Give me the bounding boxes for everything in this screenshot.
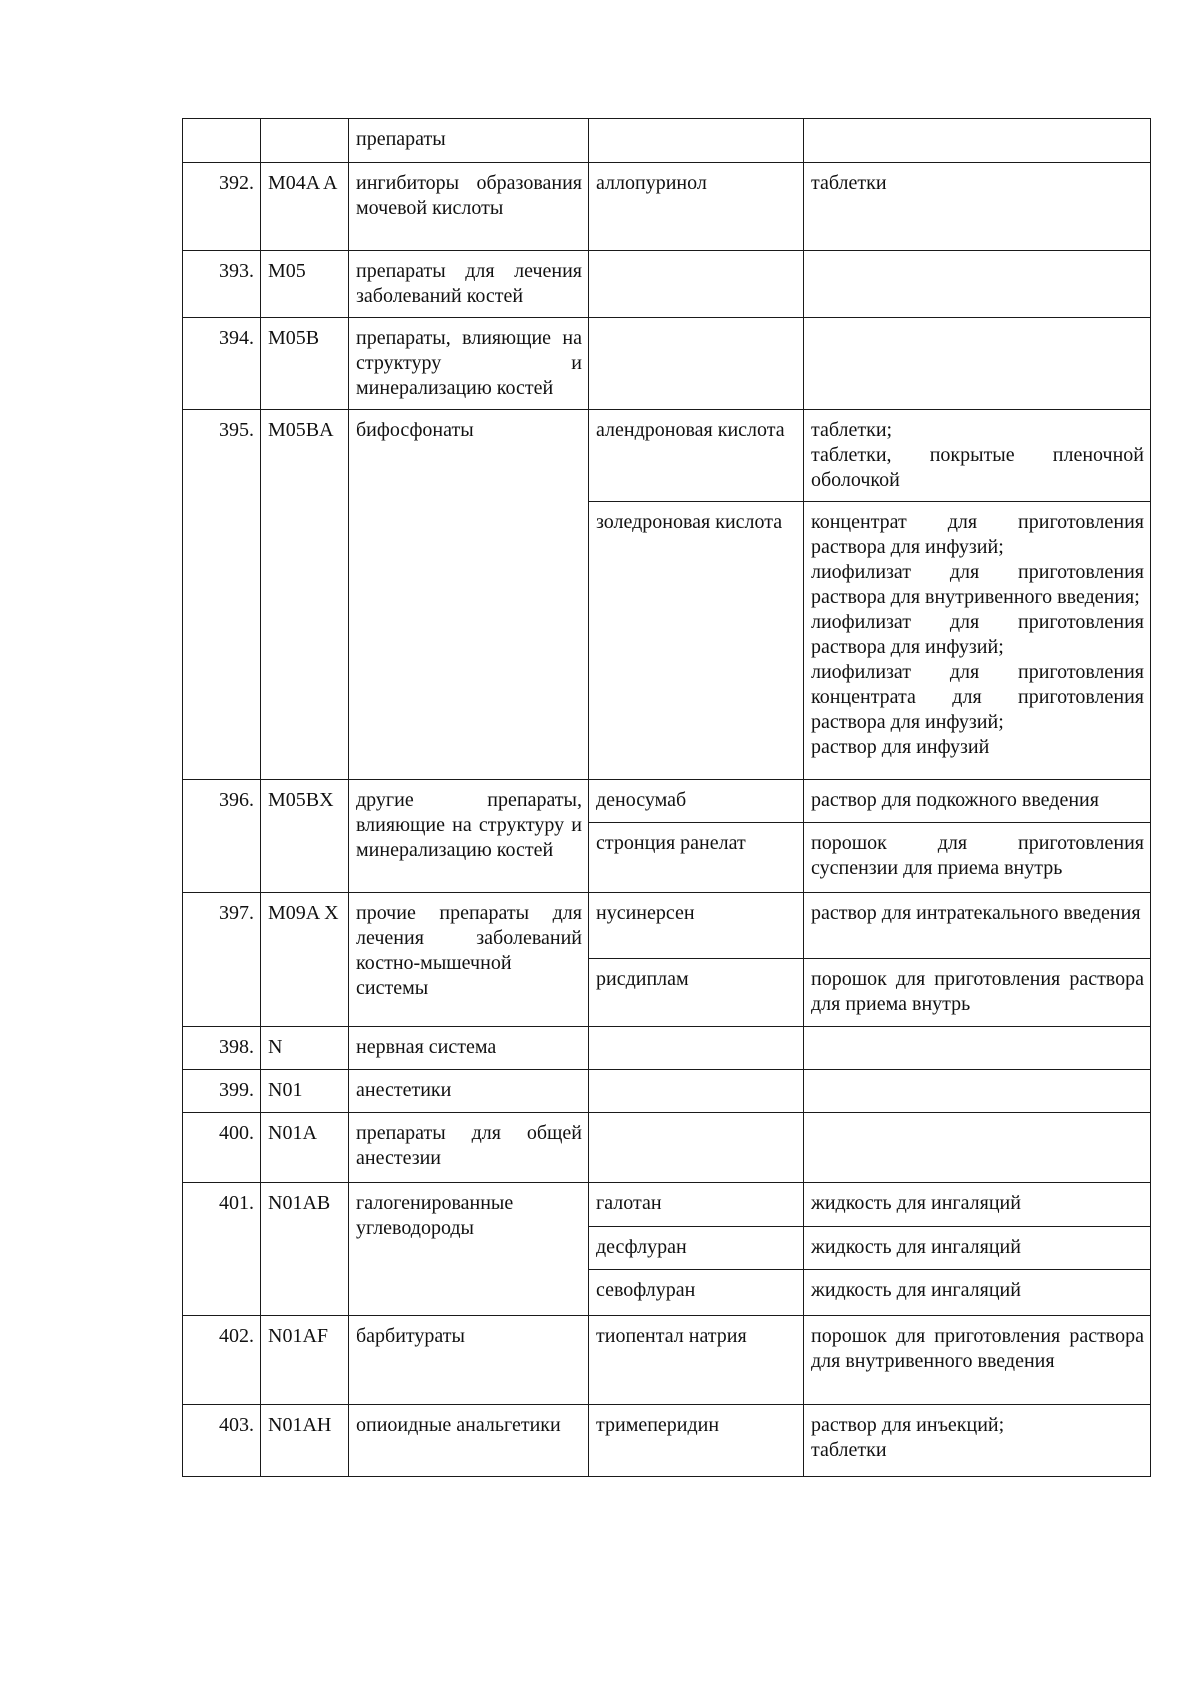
- atc-code-cell: N01A: [261, 1113, 349, 1183]
- drug-name-cell: севофлуран: [589, 1270, 804, 1316]
- atc-code-cell: N01AH: [261, 1405, 349, 1477]
- dosage-form-line: порошок для приготовления раствора для внутривенного введения: [811, 1325, 1144, 1372]
- table-row: [183, 1183, 1151, 1227]
- table-row: [183, 1070, 1151, 1113]
- dosage-form-line: концентрат для приготовления раствора для инфузий;: [811, 511, 1144, 558]
- row-number-cell: 392.: [183, 163, 261, 251]
- dosage-form-cell: [804, 1316, 1151, 1405]
- dosage-form-line: порошок для приготовления суспензии для приема внутрь: [811, 832, 1144, 879]
- table-row: [183, 410, 1151, 502]
- drug-name-cell: [589, 1027, 804, 1070]
- drug-name-cell: стронция ранелат: [589, 823, 804, 893]
- atc-group-name-cell: барбитураты: [349, 1316, 589, 1405]
- table-row: [183, 119, 1151, 163]
- row-number-cell: 402.: [183, 1316, 261, 1405]
- drug-name-cell: [589, 318, 804, 410]
- dosage-form-cell: [804, 318, 1151, 410]
- row-number-cell: 400.: [183, 1113, 261, 1183]
- table-row: [183, 780, 1151, 823]
- drug-name-cell: нусинерсен: [589, 893, 804, 959]
- row-number-cell: 394.: [183, 318, 261, 410]
- drug-name-cell: деносумаб: [589, 780, 804, 823]
- atc-group-name-cell: другие препараты, влияющие на структуру и минерализацию костей: [349, 780, 589, 893]
- row-number-cell: 397.: [183, 893, 261, 1027]
- table-row: [183, 318, 1151, 410]
- dosage-form-cell: [804, 163, 1151, 251]
- atc-code-cell: N: [261, 1027, 349, 1070]
- dosage-form-line: раствор для инъекций;: [811, 1414, 1005, 1436]
- dosage-form-cell: [804, 1070, 1151, 1113]
- row-number-cell: [183, 119, 261, 163]
- atc-group-name-cell: бифосфонаты: [349, 410, 589, 780]
- drug-name-cell: галотан: [589, 1183, 804, 1227]
- drug-name-cell: рисдиплам: [589, 959, 804, 1027]
- dosage-form-line: лиофилизат для приготовления концентрата для приготовления раствора для инфузий;: [811, 661, 1144, 733]
- drug-list-table: [182, 118, 1151, 1477]
- dosage-form-line: таблетки: [811, 172, 887, 194]
- atc-code-cell: N01AF: [261, 1316, 349, 1405]
- dosage-form-cell: [804, 1113, 1151, 1183]
- atc-group-name-cell: анестетики: [349, 1070, 589, 1113]
- drug-name-cell: [589, 1070, 804, 1113]
- atc-group-name-cell: препараты для общей анестезии: [349, 1113, 589, 1183]
- atc-code-cell: M05: [261, 251, 349, 318]
- dosage-form-cell: [804, 893, 1151, 959]
- atc-group-name-cell: опиоидные анальгетики: [349, 1405, 589, 1477]
- drug-name-cell: [589, 119, 804, 163]
- table-row: [183, 893, 1151, 959]
- atc-code-cell: M09A X: [261, 893, 349, 1027]
- dosage-form-cell: [804, 959, 1151, 1027]
- row-number-cell: 401.: [183, 1183, 261, 1316]
- atc-code-cell: M05BA: [261, 410, 349, 780]
- atc-group-name-cell: препараты, влияющие на структуру и минерализацию костей: [349, 318, 589, 410]
- drug-table-body: [183, 119, 1151, 1477]
- drug-name-cell: десфлуран: [589, 1227, 804, 1270]
- dosage-form-cell: [804, 780, 1151, 823]
- atc-group-name-cell: препараты: [349, 119, 589, 163]
- atc-code-cell: M04A A: [261, 163, 349, 251]
- dosage-form-cell: [804, 119, 1151, 163]
- drug-name-cell: [589, 251, 804, 318]
- dosage-form-line: таблетки;: [811, 419, 893, 441]
- dosage-form-line: жидкость для ингаляций: [811, 1192, 1021, 1214]
- dosage-form-cell: [804, 410, 1151, 502]
- atc-group-name-cell: препараты для лечения заболеваний костей: [349, 251, 589, 318]
- dosage-form-line: таблетки, покрытые пленочной оболочкой: [811, 444, 1144, 491]
- table-row: [183, 1027, 1151, 1070]
- atc-group-name-cell: галогенированные углеводороды: [349, 1183, 589, 1316]
- dosage-form-line: жидкость для ингаляций: [811, 1236, 1021, 1258]
- dosage-form-cell: [804, 1270, 1151, 1316]
- dosage-form-cell: [804, 1405, 1151, 1477]
- row-number-cell: 393.: [183, 251, 261, 318]
- atc-code-cell: N01AB: [261, 1183, 349, 1316]
- drug-name-cell: [589, 1113, 804, 1183]
- drug-name-cell: аллопуринол: [589, 163, 804, 251]
- dosage-form-line: раствор для интратекального введения: [811, 902, 1141, 924]
- dosage-form-cell: [804, 1027, 1151, 1070]
- atc-group-name-cell: прочие препараты для лечения заболеваний костно-мышечной системы: [349, 893, 589, 1027]
- atc-code-cell: N01: [261, 1070, 349, 1113]
- dosage-form-line: лиофилизат для приготовления раствора для инфузий;: [811, 611, 1144, 658]
- atc-group-name-cell: нервная система: [349, 1027, 589, 1070]
- drug-name-cell: тиопентал натрия: [589, 1316, 804, 1405]
- row-number-cell: 396.: [183, 780, 261, 893]
- drug-name-cell: алендроновая кислота: [589, 410, 804, 502]
- atc-group-name-cell: ингибиторы образования мочевой кислоты: [349, 163, 589, 251]
- table-row: [183, 1316, 1151, 1405]
- table-row: [183, 1405, 1151, 1477]
- atc-code-cell: M05BX: [261, 780, 349, 893]
- dosage-form-cell: [804, 1227, 1151, 1270]
- dosage-form-line: таблетки: [811, 1439, 887, 1461]
- dosage-form-line: раствор для подкожного введения: [811, 789, 1099, 811]
- table-row: [183, 251, 1151, 318]
- drug-name-cell: золедроновая кислота: [589, 502, 804, 780]
- table-row: [183, 163, 1151, 251]
- row-number-cell: 403.: [183, 1405, 261, 1477]
- dosage-form-cell: [804, 502, 1151, 780]
- drug-name-cell: тримеперидин: [589, 1405, 804, 1477]
- table-row: [183, 1113, 1151, 1183]
- atc-code-cell: [261, 119, 349, 163]
- row-number-cell: 399.: [183, 1070, 261, 1113]
- dosage-form-line: лиофилизат для приготовления раствора для внутривенного введения;: [811, 561, 1144, 608]
- row-number-cell: 398.: [183, 1027, 261, 1070]
- dosage-form-cell: [804, 823, 1151, 893]
- atc-code-cell: M05B: [261, 318, 349, 410]
- dosage-form-cell: [804, 251, 1151, 318]
- row-number-cell: 395.: [183, 410, 261, 780]
- dosage-form-line: жидкость для ингаляций: [811, 1279, 1021, 1301]
- dosage-form-cell: [804, 1183, 1151, 1227]
- dosage-form-line: раствор для инфузий: [811, 736, 990, 758]
- dosage-form-line: порошок для приготовления раствора для приема внутрь: [811, 968, 1144, 1015]
